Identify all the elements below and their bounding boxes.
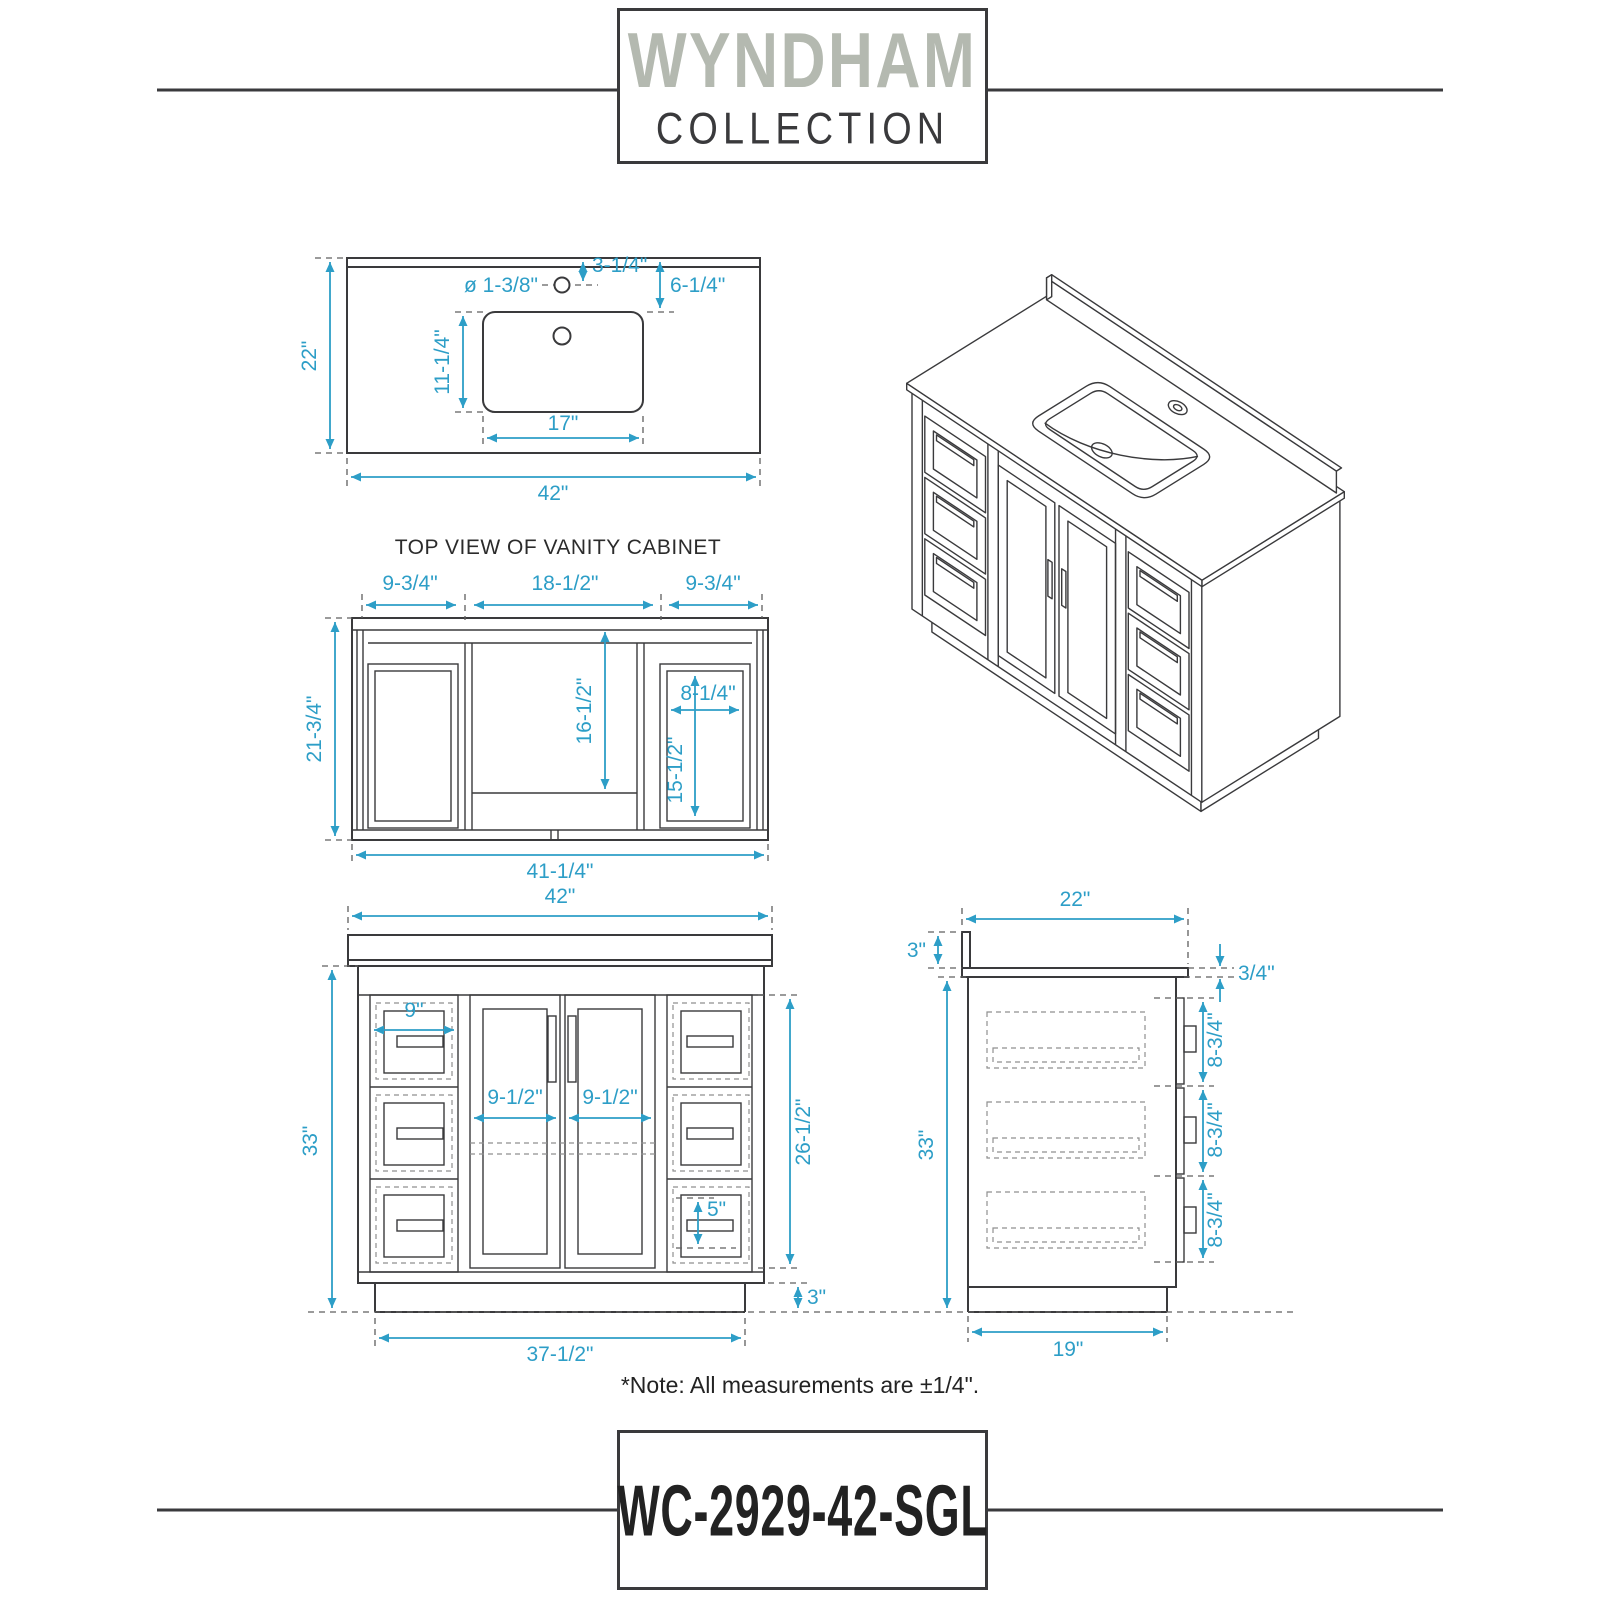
dim-bottom-drawer: 5" [707, 1198, 727, 1221]
dim-drawer2-height: 8-3/4" [1204, 1102, 1227, 1158]
drawer-handle [687, 1220, 733, 1231]
dim-base-depth: 19" [1052, 1338, 1084, 1361]
dim-drawer-width-top: 8-1/4" [680, 682, 736, 705]
drawer-handle-side [1184, 1026, 1196, 1052]
drawer-handle [397, 1128, 443, 1139]
sink-drain [554, 328, 571, 345]
dim-right-section: 9-3/4" [685, 572, 741, 595]
cabinet-top-view-title: TOP VIEW OF VANITY CABINET [394, 536, 722, 559]
dim-side-height: 33" [915, 1129, 938, 1161]
cabinet-top-drawing [352, 618, 768, 840]
drawer-handle-side [1184, 1117, 1196, 1143]
dim-counter-thickness: 3/4" [1238, 962, 1275, 985]
dim-front-height: 33" [299, 1125, 322, 1157]
isometric-view [907, 275, 1345, 812]
dim-countertop-depth: 22" [298, 340, 321, 372]
dim-right-door-width: 9-1/2" [582, 1086, 638, 1109]
dim-drawer1-height: 8-3/4" [1204, 1012, 1227, 1068]
dim-drawer-depth-top: 15-1/2" [664, 736, 687, 804]
door-handle [568, 1016, 576, 1082]
door-handle [548, 1016, 556, 1082]
dim-faucet-hole: ø 1-3/8" [464, 274, 538, 297]
front-countertop [348, 935, 772, 966]
dim-sink-from-back: 6-1/4" [670, 274, 726, 297]
dim-cabinet-inner-width: 41-1/4" [526, 860, 594, 883]
countertop-top-view [298, 254, 760, 505]
dim-center-depth: 16-1/2" [573, 677, 596, 745]
dim-toe-kick: 3" [807, 1286, 827, 1309]
dim-sink-depth: 11-1/4" [431, 329, 454, 395]
drawer-handle [687, 1036, 733, 1047]
dim-center-section: 18-1/2" [531, 572, 599, 595]
model-number: WC-2929-42-SGL [616, 1469, 989, 1551]
dim-sink-width: 17" [547, 412, 579, 435]
drawer-handle [687, 1128, 733, 1139]
side-cabinet-body [968, 977, 1176, 1287]
dim-countertop-width: 42" [537, 482, 569, 505]
front-view [299, 885, 826, 1366]
front-doors [470, 995, 655, 1268]
drawer-handle [397, 1036, 443, 1047]
side-countertop [962, 968, 1188, 977]
brand-name: WYNDHAM [627, 16, 978, 104]
dim-drawer3-height: 8-3/4" [1204, 1192, 1227, 1248]
dim-left-section: 9-3/4" [382, 572, 438, 595]
dim-front-width: 42" [544, 885, 576, 908]
front-left-drawer-bank [370, 995, 458, 1272]
front-right-drawer-bank [667, 995, 752, 1272]
dim-cabinet-depth: 21-3/4" [303, 695, 326, 763]
measurement-note: *Note: All measurements are ±1/4". [620, 1372, 980, 1398]
dim-side-depth: 22" [1059, 888, 1091, 911]
dim-left-door-width: 9-1/2" [487, 1086, 543, 1109]
countertop-dimensions [298, 254, 760, 505]
dim-base-width: 37-1/2" [526, 1343, 594, 1366]
side-backsplash [962, 932, 970, 968]
side-view [907, 888, 1275, 1361]
model-number-box [617, 1430, 988, 1590]
cabinet-top-view [303, 536, 768, 883]
faucet-hole [555, 278, 570, 293]
front-dimensions [299, 885, 826, 1366]
left-drawer-box-top [368, 664, 458, 828]
dim-door-height: 26-1/2" [792, 1098, 815, 1166]
brand-collection: COLLECTION [655, 103, 950, 154]
drawer-handle-side [1184, 1207, 1196, 1233]
dim-front-drawer-width: 9" [404, 999, 424, 1022]
dim-hole-from-back: 3-1/4" [592, 254, 648, 277]
drawer-handle [397, 1220, 443, 1231]
brand-logo-box [617, 8, 988, 164]
front-drawing [348, 935, 772, 1312]
dim-backsplash-height: 3" [906, 939, 926, 962]
side-drawing [962, 932, 1196, 1312]
